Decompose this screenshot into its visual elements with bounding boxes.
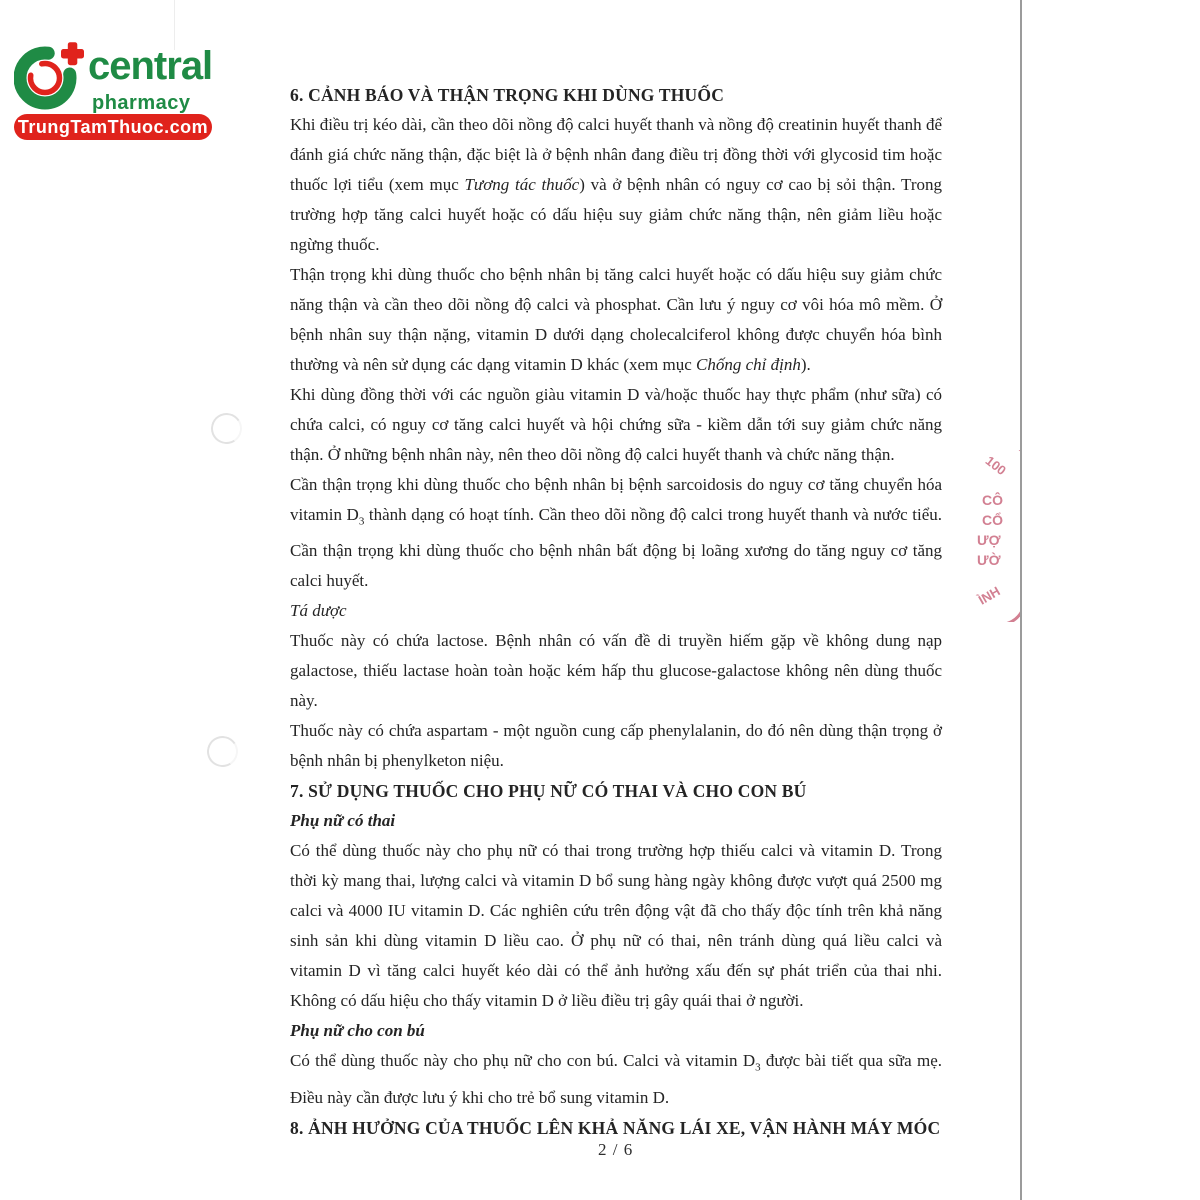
paragraph [290,836,942,1016]
text-segment: 3 [358,515,365,528]
red-stamp [973,450,1020,622]
paragraph [290,110,942,260]
subsection-heading: Phụ nữ có thai [290,811,396,831]
page-edge-line [1020,0,1022,1200]
logo-sub-text: pharmacy [92,92,191,114]
document-body [290,80,942,1143]
text-segment: Khi dùng đồng thời với các nguồn giàu vitamin D và/hoặc thuốc hay thực phẩm (như sữa) có chứa calci, có nguy cơ tăng calci huyết và hội chứng sữa - kiềm dẫn tới suy giảm chức năng thận. Ở những bệnh nhân này, nên theo dõi nồng độ calci huyết thanh và chức năng thận. [290,385,942,464]
stamp-text-fragment: ƯỜ [977,552,1001,568]
paragraph [290,380,942,470]
text-segment: Có thể dùng thuốc này cho phụ nữ cho con bú. Calci và vitamin D [290,1051,756,1071]
central-pharmacy-logo-icon [14,38,84,110]
text-segment: được bài tiết qua sữa mẹ. Điều này cần được lưu ý khi cho trẻ bổ sung vitamin D. [290,1051,942,1107]
paragraph [290,470,942,596]
text-segment: Thận trọng khi dùng thuốc cho bệnh nhân bị tăng calci huyết hoặc có dấu hiệu suy giảm chức năng thận và cần theo dõi nồng độ calci và phosphat. Cần lưu ý nguy cơ vôi hóa mô mềm. Ở bệnh nhân suy thận nặng, vitamin D dưới dạng cholecalciferol không được chuyển hóa bình thường và nên sử dụng các dạng vitamin D khác (xem mục [290,265,942,374]
section-heading: 8. ẢNH HƯỞNG CỦA THUỐC LÊN KHẢ NĂNG LÁI XE, VẬN HÀNH MÁY MÓC [290,1117,941,1138]
text-segment: ) và ở bệnh nhân có nguy cơ cao bị sỏi thận. Trong trường hợp tăng calci huyết hoặc có dấu hiệu suy giảm chức năng thận, nên giảm liều hoặc ngừng thuốc. [290,175,942,254]
text-segment: Có thể dùng thuốc này cho phụ nữ có thai trong trường hợp thiếu calci và vitamin D. Trong thời kỳ mang thai, lượng calci và vitamin D bổ sung hàng ngày không được vượt quá 2500 mg calci và 4000 IU vitamin D. Các nghiên cứu trên động vật đã cho thấy độc tính trên khả năng sinh sản khi dùng vitamin D liều cao. Ở phụ nữ có thai, nên tránh dùng quá liều calci và vitamin D vì tăng calci huyết kéo dài có thể ảnh hưởng xấu đến sự phát triển của thai nhi. Không có dấu hiệu cho thấy vitamin D ở liều điều trị gây quái thai ở người. [290,841,942,1011]
stamp-text-fragment: CÔ [982,492,1003,508]
text-segment: 3 [755,1061,761,1074]
hole-punch-mark [204,733,241,770]
page-number: 2 / 6 [598,1140,634,1159]
pharmacy-logo [14,36,220,142]
text-segment: Chống chỉ định [696,355,801,374]
hole-punch-mark [208,410,245,447]
subsection-heading: Phụ nữ cho con bú [290,1021,425,1041]
text-segment: Thuốc này có chứa lactose. Bệnh nhân có vấn đề di truyền hiếm gặp về không dung nạp galactose, thiếu lactase hoàn toàn hoặc kém hấp thu glucose-galactose không nên dùng thuốc này. [290,631,942,711]
text-segment: Thuốc này có chứa aspartam - một nguồn cung cấp phenylalanin, do đó nên dùng thận trọng ở bệnh nhân bị phenylketon niệu. [290,721,942,771]
stamp-text-fragment: ƯỢ [977,532,1001,548]
stamp-text-fragment: CỔ [982,512,1003,528]
stamp-text-fragment: 100 [982,452,1010,479]
text-segment: ). [800,355,811,374]
text-segment: thành dạng có hoạt tính. Cần theo dõi nồng độ calci trong huyết thanh và nước tiểu. Cần thận trọng khi dùng thuốc cho bệnh nhân bất động bị loãng xương do tăng nguy cơ tăng calci huyết. [290,505,942,591]
paragraph [290,1046,942,1112]
paragraph [290,716,942,776]
paragraph [290,626,942,716]
section-heading: 6. CẢNH BÁO VÀ THẬN TRỌNG KHI DÙNG THUỐC [290,85,725,105]
stamp-text-fragment: ÌNH [975,583,1003,608]
logo-brand-text: central [88,44,213,88]
text-segment: Cần thận trọng khi dùng thuốc cho bệnh nhân bị bệnh sarcoidosis do nguy cơ tăng chuyển hóa vitamin D [290,475,942,524]
subsection-heading: Tá dược [290,601,347,621]
text-segment: Tương tác thuốc [464,175,580,194]
logo-site-badge: TrungTamThuoc.com [14,114,212,140]
paragraph [290,260,942,380]
section-heading: 7. SỬ DỤNG THUỐC CHO PHỤ NỮ CÓ THAI VÀ CHO CON BÚ [290,781,807,802]
text-segment: Khi điều trị kéo dài, cần theo dõi nồng độ calci huyết thanh và nồng độ creatinin huyết thanh để đánh giá chức năng thận, đặc biệt là ở bệnh nhân đang điều trị đồng thời với glycosid tim hoặc thuốc lợi tiểu (xem mục [290,115,942,194]
